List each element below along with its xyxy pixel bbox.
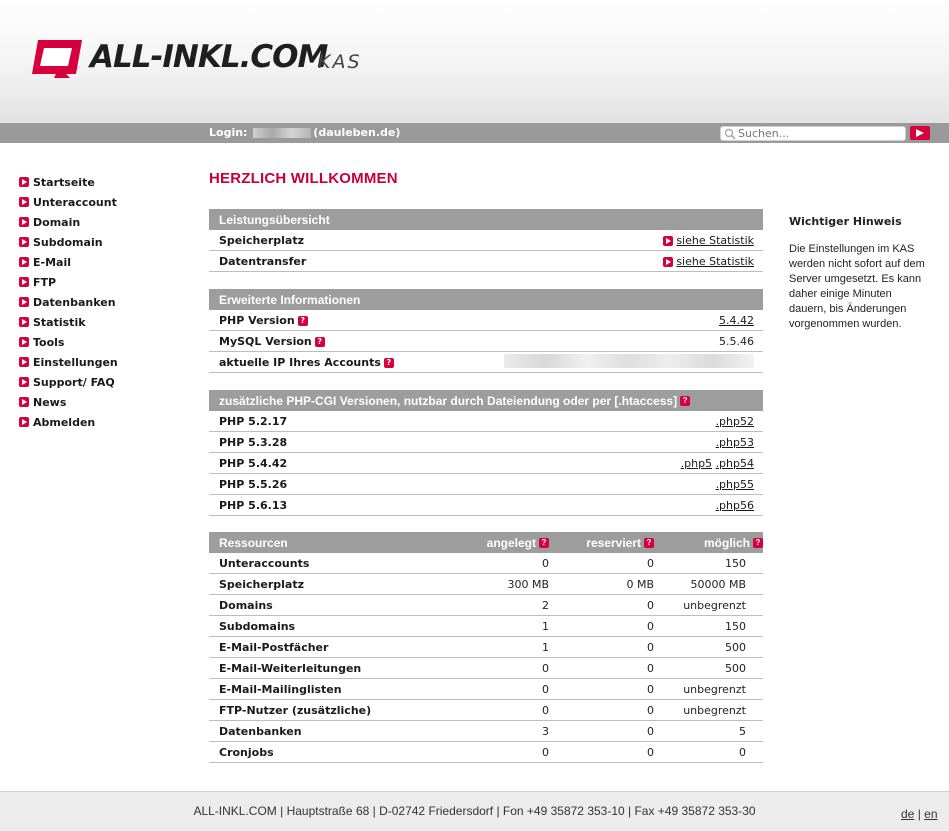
table-row xyxy=(209,679,763,700)
table-row xyxy=(209,616,763,637)
php-version-label: PHP Version xyxy=(219,313,295,327)
important-notice xyxy=(789,214,929,332)
sidebar-item-label: Tools xyxy=(33,335,65,349)
help-icon[interactable]: ? xyxy=(315,337,325,347)
search-input[interactable] xyxy=(738,127,902,140)
sidebar-item-label: Support/ FAQ xyxy=(33,375,115,389)
cell-possible: 0 xyxy=(739,745,746,759)
sidebar-item-email[interactable] xyxy=(19,252,189,272)
table-row xyxy=(209,251,763,272)
sidebar-item-label: Einstellungen xyxy=(33,355,118,369)
php-version-link[interactable]: 5.4.42 xyxy=(719,313,754,327)
extension-link[interactable]: .php5 xyxy=(680,456,713,470)
php-cgi-table xyxy=(209,390,763,516)
help-icon[interactable]: ? xyxy=(680,396,690,406)
sidebar-item-label: Statistik xyxy=(33,315,86,329)
cell-created: 300 MB xyxy=(507,577,549,591)
table-row xyxy=(209,411,763,432)
cell-reserved: 0 xyxy=(647,682,654,696)
notice-text: Die Einstellungen im KAS werden nicht sofort auf dem Server umgesetzt. Es kann daher einige Minuten dauern, bis Änderungen vorgenommen wurden. xyxy=(789,243,925,330)
cell-reserved: 0 xyxy=(647,619,654,633)
cell-created: 0 xyxy=(542,703,549,717)
cell-reserved: 0 xyxy=(647,640,654,654)
row-label xyxy=(219,335,719,348)
table-row xyxy=(209,574,763,595)
table-header xyxy=(209,390,763,411)
extension-link[interactable]: .php56 xyxy=(715,498,754,512)
col-header-label: reserviert xyxy=(586,535,641,550)
cell-possible: unbegrenzt xyxy=(683,682,746,696)
redacted-ip xyxy=(504,354,754,368)
page-header xyxy=(0,0,949,123)
arrow-icon xyxy=(19,397,29,407)
statistics-link[interactable]: siehe Statistik xyxy=(676,233,754,247)
login-domain: (dauleben.de) xyxy=(313,126,401,139)
row-value xyxy=(681,457,754,470)
table-row xyxy=(209,474,763,495)
row-label: Unteraccounts xyxy=(219,556,310,570)
table-header: Leistungsübersicht xyxy=(209,209,763,230)
overview-table xyxy=(209,209,763,272)
arrow-icon xyxy=(19,257,29,267)
table-row xyxy=(209,310,763,331)
cell-created: 1 xyxy=(542,619,549,633)
cell-created: 0 xyxy=(542,682,549,696)
row-label: Cronjobs xyxy=(219,745,274,759)
logo-sub: KAS xyxy=(318,51,362,73)
sidebar-item-einstellungen[interactable] xyxy=(19,352,189,372)
search-submit-button[interactable] xyxy=(910,126,930,140)
ip-value-redacted xyxy=(504,354,754,371)
arrow-icon xyxy=(19,377,29,387)
sidebar-item-label: Unteraccount xyxy=(33,195,117,209)
language-switcher xyxy=(901,807,938,821)
notice-title: Wichtiger Hinweis xyxy=(789,215,902,228)
table-row xyxy=(209,658,763,679)
col-header-resource: Ressourcen xyxy=(219,535,288,550)
cell-reserved: 0 xyxy=(647,724,654,738)
login-username-redacted xyxy=(253,128,311,138)
mysql-version-value: 5.5.46 xyxy=(719,334,754,348)
extension-link[interactable]: .php53 xyxy=(715,435,754,449)
cell-reserved: 0 xyxy=(647,556,654,570)
help-icon[interactable]: ? xyxy=(384,358,394,368)
arrow-icon xyxy=(663,257,673,267)
arrow-icon xyxy=(663,236,673,246)
row-label: Datenbanken xyxy=(219,724,302,738)
table-row xyxy=(209,331,763,352)
arrow-icon xyxy=(19,297,29,307)
sidebar-nav xyxy=(19,172,189,432)
sidebar-item-label: Startseite xyxy=(33,175,95,189)
logo-mark-icon xyxy=(30,38,86,78)
cell-possible: 5 xyxy=(739,724,746,738)
row-label: PHP 5.4.42 xyxy=(219,456,288,470)
page-title: HERZLICH WILLKOMMEN xyxy=(209,170,398,187)
row-label: Domains xyxy=(219,598,273,612)
cell-created: 3 xyxy=(542,724,549,738)
sidebar-item-label: FTP xyxy=(33,275,57,289)
cell-reserved: 0 xyxy=(647,598,654,612)
help-icon[interactable]: ? xyxy=(539,538,549,548)
sidebar-item-support[interactable] xyxy=(19,372,189,392)
sidebar-item-domain[interactable] xyxy=(19,212,189,232)
extension-link[interactable]: .php55 xyxy=(715,477,754,491)
table-row xyxy=(209,352,763,373)
help-icon[interactable]: ? xyxy=(644,538,654,548)
cell-possible: unbegrenzt xyxy=(683,598,746,612)
row-label: Subdomains xyxy=(219,619,296,633)
row-label: Speicherplatz xyxy=(219,577,304,591)
table-row xyxy=(209,495,763,516)
row-label: FTP-Nutzer (zusätzliche) xyxy=(219,703,372,717)
sidebar-item-label: Domain xyxy=(33,215,81,229)
lang-de-link[interactable]: de xyxy=(901,807,915,821)
col-header-label: angelegt xyxy=(486,535,536,550)
sidebar-item-datenbanken[interactable] xyxy=(19,292,189,312)
cell-created: 0 xyxy=(542,661,549,675)
row-label: Datentransfer xyxy=(219,254,307,268)
extension-link[interactable]: .php54 xyxy=(715,456,754,470)
table-row xyxy=(209,553,763,574)
login-bar xyxy=(0,123,949,143)
cell-created: 0 xyxy=(542,745,549,759)
sidebar-item-label: E-Mail xyxy=(33,255,71,269)
arrow-icon xyxy=(19,277,29,287)
help-icon[interactable]: ? xyxy=(298,316,308,326)
play-arrow-icon xyxy=(916,129,924,137)
sidebar-item-news[interactable] xyxy=(19,392,189,412)
row-label: E-Mail-Mailinglisten xyxy=(219,682,342,696)
arrow-icon xyxy=(19,337,29,347)
cell-reserved: 0 xyxy=(647,745,654,759)
table-row xyxy=(209,230,763,251)
sidebar-item-unteraccount[interactable] xyxy=(19,192,189,212)
extension-link[interactable]: .php52 xyxy=(715,414,754,428)
arrow-icon xyxy=(19,237,29,247)
help-icon[interactable]: ? xyxy=(753,538,763,548)
lang-en-link[interactable]: en xyxy=(924,807,938,821)
mysql-version-label: MySQL Version xyxy=(219,334,312,348)
arrow-icon xyxy=(19,317,29,327)
row-label: PHP 5.5.26 xyxy=(219,477,288,491)
arrow-icon xyxy=(19,217,29,227)
arrow-icon xyxy=(19,357,29,367)
table-row xyxy=(209,432,763,453)
row-label: PHP 5.6.13 xyxy=(219,498,288,512)
row-label: Speicherplatz xyxy=(219,233,304,247)
row-value xyxy=(663,234,754,247)
cell-created: 2 xyxy=(542,598,549,612)
search-icon xyxy=(724,128,736,140)
login-label: Login: xyxy=(209,126,248,139)
row-label: E-Mail-Postfächer xyxy=(219,640,329,654)
table-row xyxy=(209,453,763,474)
table-header-label: zusätzliche PHP-CGI Versionen, nutzbar durch Dateiendung oder per [.htaccess] xyxy=(219,393,678,408)
row-label: PHP 5.2.17 xyxy=(219,414,288,428)
row-label: PHP 5.3.28 xyxy=(219,435,288,449)
cell-possible: 150 xyxy=(725,556,746,570)
sidebar-item-label: Abmelden xyxy=(33,415,96,429)
lang-separator: | xyxy=(917,807,921,821)
sidebar-item-label: Datenbanken xyxy=(33,295,116,309)
col-header-possible xyxy=(654,536,763,550)
cell-possible: 500 xyxy=(725,661,746,675)
cell-possible: 500 xyxy=(725,640,746,654)
cell-reserved: 0 MB xyxy=(626,577,654,591)
cell-created: 1 xyxy=(542,640,549,654)
table-row xyxy=(209,595,763,616)
extended-info-table xyxy=(209,289,763,373)
table-row xyxy=(209,721,763,742)
sidebar-item-ftp[interactable] xyxy=(19,272,189,292)
row-label: E-Mail-Weiterleitungen xyxy=(219,661,362,675)
row-value xyxy=(663,255,754,268)
statistics-link[interactable]: siehe Statistik xyxy=(676,254,754,268)
table-row xyxy=(209,637,763,658)
footer-address: ALL-INKL.COM | Hauptstraße 68 | D-02742 Friedersdorf | Fon +49 35872 353-10 | Fax +49 35872 353-30 xyxy=(193,804,756,818)
row-label xyxy=(219,314,719,327)
arrow-icon xyxy=(19,417,29,427)
table-row xyxy=(209,742,763,763)
cell-created: 0 xyxy=(542,556,549,570)
sidebar-item-label: Subdomain xyxy=(33,235,103,249)
col-header-label: möglich xyxy=(703,535,750,550)
table-header xyxy=(209,532,763,553)
cell-reserved: 0 xyxy=(647,661,654,675)
sidebar-item-abmelden[interactable] xyxy=(19,412,189,432)
cell-possible: unbegrenzt xyxy=(683,703,746,717)
page-footer xyxy=(0,791,949,831)
login-info xyxy=(209,126,400,139)
ip-label: aktuelle IP Ihres Accounts xyxy=(219,355,381,369)
sidebar-item-tools[interactable] xyxy=(19,332,189,352)
cell-possible: 150 xyxy=(725,619,746,633)
logo-text: ALL-INKL.COM xyxy=(90,39,328,75)
cell-possible: 50000 MB xyxy=(690,577,746,591)
table-row xyxy=(209,700,763,721)
sidebar-item-startseite[interactable] xyxy=(19,172,189,192)
row-label xyxy=(219,356,504,369)
search-box[interactable] xyxy=(720,126,906,141)
sidebar-item-statistik[interactable] xyxy=(19,312,189,332)
col-header-reserved xyxy=(549,536,654,550)
resources-table xyxy=(209,532,763,763)
col-header-created xyxy=(439,536,549,550)
cell-reserved: 0 xyxy=(647,703,654,717)
table-header: Erweiterte Informationen xyxy=(209,289,763,310)
arrow-icon xyxy=(19,197,29,207)
sidebar-item-subdomain[interactable] xyxy=(19,232,189,252)
sidebar-item-label: News xyxy=(33,395,67,409)
arrow-icon xyxy=(19,177,29,187)
